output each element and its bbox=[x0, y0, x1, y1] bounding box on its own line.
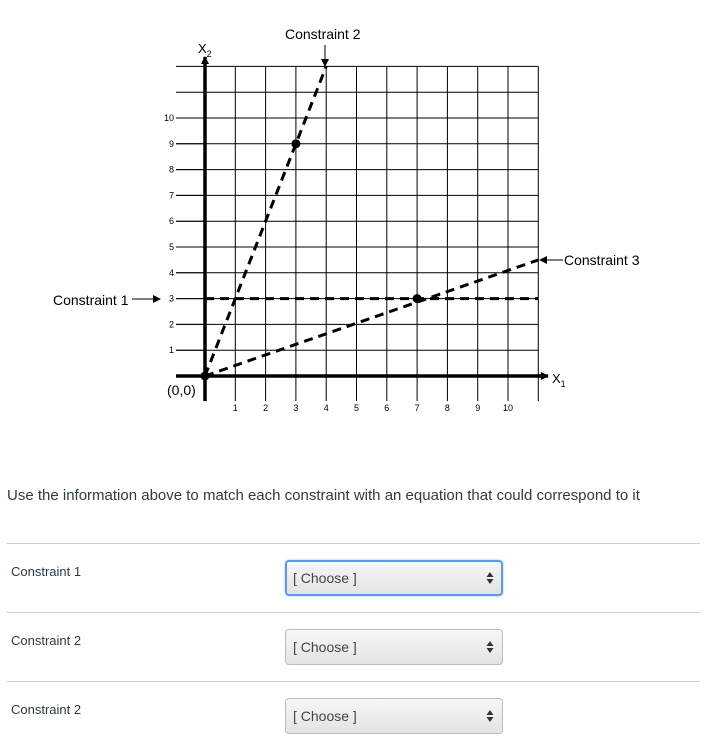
select-arrows-icon bbox=[486, 708, 494, 724]
match-row-constraint-2 bbox=[7, 612, 700, 681]
instructions-text: Use the information above to match each constraint with an equation that could correspond to it bbox=[7, 487, 640, 504]
select-arrows-icon bbox=[486, 639, 494, 655]
x-tick-label: 7 bbox=[414, 403, 420, 413]
y-tick-label: 3 bbox=[168, 293, 174, 304]
origin-label: (0,0) bbox=[167, 382, 196, 398]
x-tick-label: 6 bbox=[384, 403, 390, 413]
x-tick-label: 5 bbox=[353, 403, 360, 413]
row-label: Constraint 2 bbox=[11, 702, 82, 717]
x-tick-label: 9 bbox=[475, 403, 481, 413]
y-axis-label: $X_2$ bbox=[198, 41, 212, 59]
y-tick-label: 5 bbox=[168, 242, 174, 252]
select-value: [ Choose ] bbox=[293, 639, 357, 655]
intersection-point bbox=[413, 294, 422, 303]
y-tick-label: 6 bbox=[168, 216, 174, 227]
match-row-constraint-3 bbox=[7, 681, 700, 750]
y-tick-label: 1 bbox=[168, 345, 174, 356]
row-label: Constraint 1 bbox=[11, 564, 82, 579]
x-tick-label: 3 bbox=[293, 403, 299, 413]
select-value: [ Choose ] bbox=[293, 708, 357, 724]
equation-select[interactable] bbox=[285, 629, 503, 665]
y-tick-label: 9 bbox=[168, 138, 174, 149]
intersection-point bbox=[291, 139, 300, 148]
select-arrows-icon bbox=[486, 570, 494, 586]
x-tick-label: 1 bbox=[232, 403, 238, 413]
y-tick-label: 4 bbox=[168, 267, 174, 278]
constraint-1-label: Constraint 1 bbox=[53, 292, 129, 308]
x-tick-label: 8 bbox=[444, 403, 450, 413]
constraint-3-label: Constraint 3 bbox=[564, 252, 640, 268]
equation-select[interactable] bbox=[285, 560, 503, 596]
intersection-point bbox=[201, 372, 210, 381]
y-tick-label: 10 bbox=[163, 113, 174, 123]
y-tick-label: 7 bbox=[168, 190, 174, 201]
x-tick-label: 4 bbox=[323, 403, 329, 413]
y-tick-label: 2 bbox=[168, 319, 174, 330]
match-row-constraint-1 bbox=[7, 543, 700, 612]
select-value: [ Choose ] bbox=[293, 570, 357, 586]
constraint-3-line bbox=[205, 260, 538, 376]
x-tick-label: 2 bbox=[263, 403, 269, 413]
constraint-2-label: Constraint 2 bbox=[285, 26, 361, 42]
x-axis-label: $X_1$ bbox=[552, 371, 566, 389]
equation-select[interactable] bbox=[285, 698, 503, 734]
grid bbox=[176, 66, 538, 401]
y-tick-label: 8 bbox=[168, 164, 174, 175]
x-tick-label: 10 bbox=[502, 403, 514, 413]
row-label: Constraint 2 bbox=[11, 633, 82, 648]
